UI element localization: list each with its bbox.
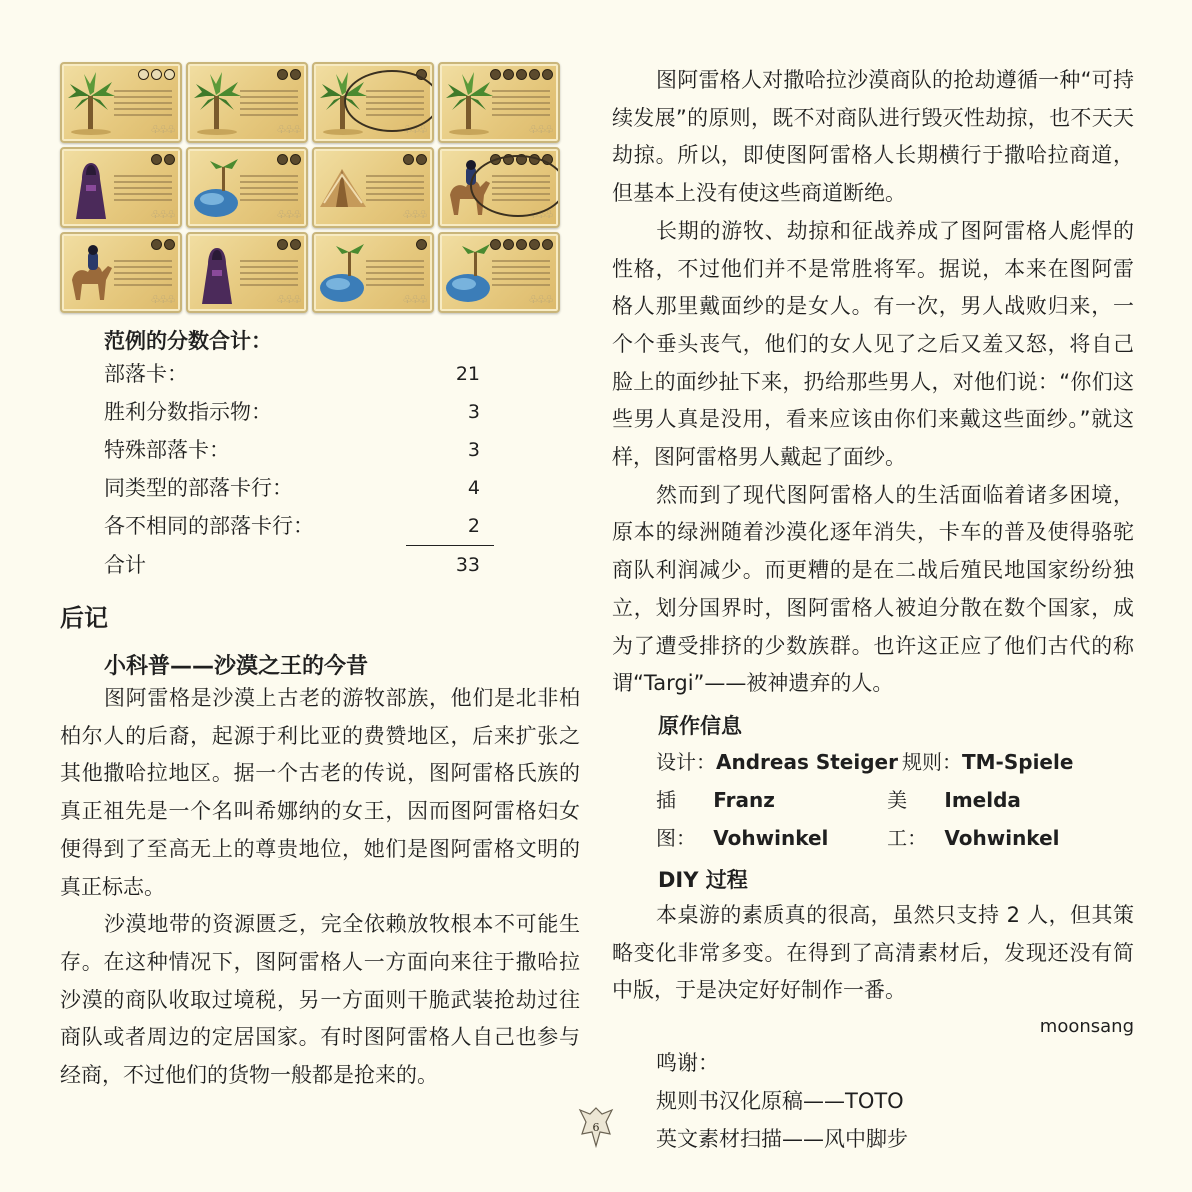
card-camel-marks-icon: ♧♧♧ bbox=[276, 123, 300, 136]
illustration-value: Franz Vohwinkel bbox=[713, 787, 829, 850]
credit-row bbox=[656, 743, 1134, 781]
right-paragraph: 然而到了现代图阿雷格人的生活面临着诸多困境，原本的绿洲随着沙漠化逐年消失，卡车的普及使得骆驼商队利润减少。而更糟的是在二战后殖民地国家纷纷独立，划分国界时，图阿雷格人被迫分散在数个国家，成为了遭受排挤的少数族群。也许这正应了他们古代的称谓“Targi”——被神遗弃的人。 bbox=[612, 482, 1134, 696]
coin-icon bbox=[151, 154, 162, 165]
score-label: 特殊部落卡： bbox=[104, 438, 230, 462]
palm-icon bbox=[192, 70, 242, 136]
coin-icon bbox=[403, 154, 414, 165]
card-text-block bbox=[114, 171, 172, 205]
card-cost-coins bbox=[403, 154, 427, 165]
coin-icon bbox=[164, 239, 175, 250]
tribe-card bbox=[60, 147, 182, 228]
rules-value: TM-Spiele bbox=[962, 749, 1074, 774]
coin-icon bbox=[277, 69, 288, 80]
coin-icon bbox=[290, 69, 301, 80]
card-camel-marks-icon: ♧♧♧ bbox=[150, 208, 174, 221]
credit-row bbox=[656, 781, 1134, 857]
coin-icon bbox=[164, 69, 175, 80]
card-cost-coins bbox=[416, 239, 427, 250]
score-value: 2 bbox=[467, 515, 480, 537]
coin-icon bbox=[542, 239, 553, 250]
coin-icon bbox=[516, 69, 527, 80]
coin-icon bbox=[542, 69, 553, 80]
right-paragraph: 图阿雷格人对撒哈拉沙漠商队的抢劫遵循一种“可持续发展”的原则，既不对商队进行毁灭性劫掠，也不天天劫掠。所以，即使图阿雷格人长期横行于撒哈拉商道，但基本上没有使这些商道断绝。 bbox=[612, 68, 1134, 206]
card-camel-marks-icon: ♧♧♧ bbox=[528, 208, 552, 221]
tribe-card bbox=[60, 62, 182, 143]
coin-icon bbox=[490, 69, 501, 80]
highlight-circle bbox=[344, 70, 434, 132]
card-text-block bbox=[492, 256, 550, 290]
coin-icon bbox=[503, 69, 514, 80]
card-cost-coins bbox=[490, 69, 553, 80]
tribe-card bbox=[186, 232, 308, 313]
palm-icon bbox=[444, 70, 494, 136]
card-text-block bbox=[366, 256, 424, 290]
card-camel-marks-icon: ♧♧♧ bbox=[150, 123, 174, 136]
diy-text: 本桌游的素质真的很高，虽然只支持 2 人，但其策略变化非常多变。在得到了高清素材后，发现还没有简中版，于是决定好好制作一番。 bbox=[612, 902, 1134, 1003]
rules-label: 规则： bbox=[902, 749, 962, 774]
score-label: 各不相同的部落卡行： bbox=[104, 514, 314, 538]
coin-icon bbox=[277, 154, 288, 165]
tribe-card bbox=[312, 232, 434, 313]
left-column bbox=[60, 62, 580, 1095]
card-cost-coins bbox=[277, 69, 301, 80]
coin-icon bbox=[416, 239, 427, 250]
tribe-card bbox=[312, 147, 434, 228]
card-camel-marks-icon: ♧♧♧ bbox=[276, 208, 300, 221]
card-cost-coins bbox=[151, 154, 175, 165]
thanks-line: 英文素材扫描——风中脚步 bbox=[656, 1127, 908, 1152]
card-cost-coins bbox=[277, 239, 301, 250]
tribe-card bbox=[60, 232, 182, 313]
oasis-icon bbox=[318, 240, 368, 306]
coin-icon bbox=[290, 239, 301, 250]
coin-icon bbox=[416, 154, 427, 165]
diy-heading: DIY 过程 bbox=[658, 867, 748, 892]
palm-icon bbox=[66, 70, 116, 136]
tent-icon bbox=[318, 155, 368, 221]
card-text-block bbox=[240, 256, 298, 290]
card-cost-coins bbox=[277, 154, 301, 165]
right-column bbox=[612, 62, 1134, 1158]
score-table bbox=[60, 355, 580, 584]
coin-icon bbox=[151, 239, 162, 250]
thanks-line: 规则书汉化原稿——TOTO bbox=[656, 1089, 904, 1114]
score-label: 同类型的部落卡行： bbox=[104, 476, 293, 500]
art-label: 美工： bbox=[887, 787, 928, 850]
example-card-grid bbox=[60, 62, 560, 313]
page-number: 6 bbox=[592, 1121, 600, 1134]
card-camel-marks-icon: ♧♧♧ bbox=[528, 123, 552, 136]
illustration-label: 插图： bbox=[656, 787, 696, 850]
coin-icon bbox=[490, 239, 501, 250]
score-row bbox=[104, 469, 480, 507]
coin-icon bbox=[138, 69, 149, 80]
score-value: 33 bbox=[455, 554, 480, 576]
card-text-block bbox=[240, 171, 298, 205]
score-value: 21 bbox=[455, 363, 480, 385]
left-paragraph: 图阿雷格是沙漠上古老的游牧部族，他们是北非柏柏尔人的后裔，起源于利比亚的费赞地区，后来扩张之其他撒哈拉地区。据一个古老的传说，图阿雷格氏族的真正祖先是一个名叫希娜纳的女王，因而图阿雷格妇女便得到了至高无上的尊贵地位，她们是图阿雷格文明的真正标志。 bbox=[60, 686, 580, 899]
tribe-card bbox=[186, 62, 308, 143]
score-row bbox=[104, 546, 480, 584]
card-cost-coins bbox=[490, 239, 553, 250]
coin-icon bbox=[164, 154, 175, 165]
design-label: 设计： bbox=[656, 749, 716, 774]
signature: moonsang bbox=[1039, 1016, 1134, 1038]
card-camel-marks-icon: ♧♧♧ bbox=[402, 293, 426, 306]
card-text-block bbox=[492, 86, 550, 120]
card-camel-marks-icon: ♧♧♧ bbox=[402, 123, 426, 136]
card-camel-marks-icon: ♧♧♧ bbox=[150, 293, 174, 306]
card-camel-marks-icon: ♧♧♧ bbox=[276, 293, 300, 306]
page-number-badge bbox=[578, 1104, 614, 1150]
score-row bbox=[104, 355, 480, 393]
card-cost-coins bbox=[138, 69, 175, 80]
coin-icon bbox=[277, 239, 288, 250]
camel-rider-icon bbox=[66, 240, 116, 306]
highlight-circle bbox=[470, 155, 560, 217]
coin-icon bbox=[529, 239, 540, 250]
card-camel-marks-icon: ♧♧♧ bbox=[528, 293, 552, 306]
coin-icon bbox=[290, 154, 301, 165]
design-value: Andreas Steiger bbox=[716, 749, 898, 774]
coin-icon bbox=[503, 239, 514, 250]
credits-heading: 原作信息 bbox=[658, 713, 742, 738]
oasis-icon bbox=[444, 240, 494, 306]
left-paragraph: 沙漠地带的资源匮乏，完全依赖放牧根本不可能生存。在这种情况下，图阿雷格人一方面向来往于撒哈拉沙漠的商队收取过境税，另一方面则干脆武装抢劫过往商队或者周边的定居国家。有时图阿雷格人自己也参与经商，不过他们的货物一般都是抢来的。 bbox=[60, 912, 580, 1088]
score-row bbox=[104, 431, 480, 469]
tribe-card bbox=[438, 232, 560, 313]
afterword-heading: 后记 bbox=[60, 604, 108, 632]
score-row bbox=[104, 393, 480, 431]
score-label: 部落卡： bbox=[104, 362, 188, 386]
card-text-block bbox=[240, 86, 298, 120]
score-value: 3 bbox=[467, 401, 480, 423]
score-value: 4 bbox=[467, 477, 480, 499]
tribe-card bbox=[186, 147, 308, 228]
card-text-block bbox=[114, 86, 172, 120]
woman-icon bbox=[192, 240, 242, 306]
coin-icon bbox=[529, 69, 540, 80]
score-title: 范例的分数合计： bbox=[104, 329, 272, 353]
camel-skull-icon bbox=[578, 1104, 614, 1150]
card-cost-coins bbox=[151, 239, 175, 250]
afterword-subheading: 小科普——沙漠之王的今昔 bbox=[104, 654, 369, 679]
tribe-card bbox=[438, 147, 560, 228]
card-text-block bbox=[366, 171, 424, 205]
score-value: 3 bbox=[467, 439, 480, 461]
woman-icon bbox=[66, 155, 116, 221]
card-text-block bbox=[114, 256, 172, 290]
right-paragraph: 长期的游牧、劫掠和征战养成了图阿雷格人彪悍的性格，不过他们并不是常胜将军。据说，本来在图阿雷格人那里戴面纱的是女人。有一次，男人战败归来，一个个垂头丧气，他们的女人见了之后又羞又怒，将自己脸上的面纱扯下来，扔给那些男人，对他们说：“你们这些男人真是没用，看来应该由你们来戴这些面纱。”就这样，图阿雷格男人戴起了面纱。 bbox=[612, 218, 1134, 470]
card-camel-marks-icon: ♧♧♧ bbox=[402, 208, 426, 221]
art-value: Imelda Vohwinkel bbox=[944, 787, 1060, 850]
score-label: 胜利分数指示物： bbox=[104, 400, 272, 424]
oasis-icon bbox=[192, 155, 242, 221]
tribe-card bbox=[438, 62, 560, 143]
coin-icon bbox=[516, 239, 527, 250]
tribe-card bbox=[312, 62, 434, 143]
score-row bbox=[104, 507, 480, 545]
thanks-heading: 鸣谢： bbox=[656, 1051, 719, 1076]
coin-icon bbox=[151, 69, 162, 80]
score-label: 合计 bbox=[104, 553, 146, 577]
